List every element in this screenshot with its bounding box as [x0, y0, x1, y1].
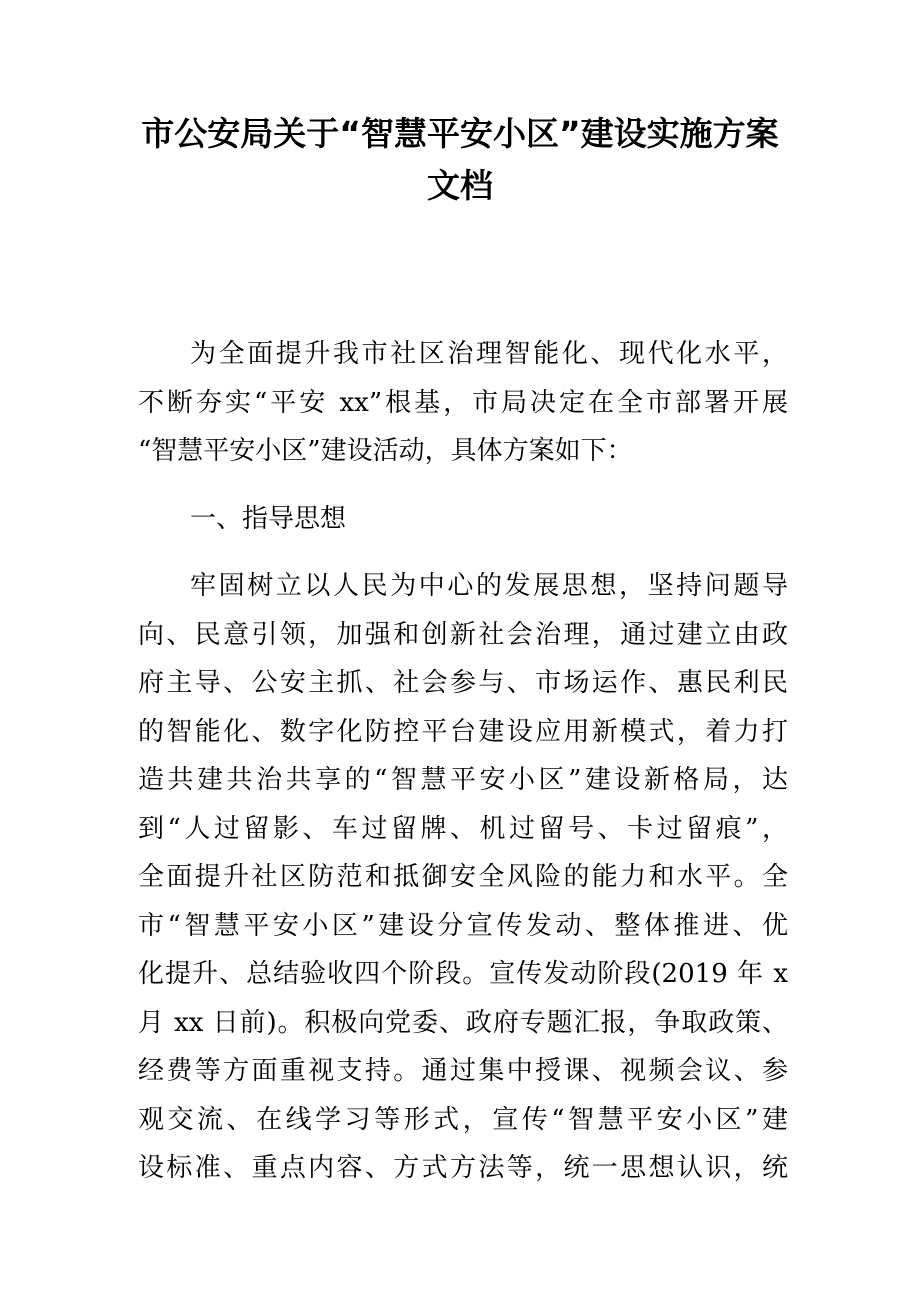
section-paragraph	[138, 562, 788, 1193]
paragraph-line: 市“智慧平安小区”建设分宣传发动、整体推进、优	[138, 910, 788, 941]
title-line-2: 文档	[427, 166, 493, 205]
document-body	[138, 330, 788, 1193]
paragraph-line: 到“人过留影、车过留牌、机过留号、卡过留痕”，	[138, 813, 788, 844]
title-line-1: 市公安局关于“智慧平安小区”建设实施方案	[141, 114, 779, 153]
paragraph-line: 不断夯实“平安 xx”根基，市局决定在全市部署开展	[138, 387, 788, 418]
paragraph-line: 月 xx 日前)。积极向党委、政府专题汇报，争取政策、	[138, 1007, 788, 1038]
paragraph-line: 全面提升社区防范和抵御安全风险的能力和水平。全	[138, 862, 788, 892]
section-heading: 一、指导思想	[190, 503, 347, 534]
paragraph-line: 设标准、重点内容、方式方法等，统一思想认识，统	[138, 1153, 788, 1183]
paragraph-line: 牢固树立以人民为中心的发展思想，坚持问题导	[190, 571, 788, 601]
paragraph-line: 经费等方面重视支持。通过集中授课、视频会议、参	[138, 1056, 788, 1086]
intro-paragraph	[138, 330, 788, 476]
document-title	[120, 108, 800, 212]
paragraph-line: 造共建共治共享的“智慧平安小区”建设新格局，达	[138, 765, 788, 795]
paragraph-line: 观交流、在线学习等形式，宣传“智慧平安小区”建	[138, 1104, 788, 1135]
paragraph-line: 的智能化、数字化防控平台建设应用新模式，着力打	[138, 716, 788, 747]
paragraph-line: 府主导、公安主抓、社会参与、市场运作、惠民利民	[138, 668, 788, 698]
paragraph-line: 化提升、总结验收四个阶段。宣传发动阶段(2019 年 x	[138, 959, 788, 989]
paragraph-line: 向、民意引领，加强和创新社会治理，通过建立由政	[138, 619, 788, 650]
paragraph-line: “智慧平安小区”建设活动，具体方案如下：	[138, 436, 633, 466]
paragraph-line: 为全面提升我市社区治理智能化、现代化水平，	[190, 339, 788, 369]
